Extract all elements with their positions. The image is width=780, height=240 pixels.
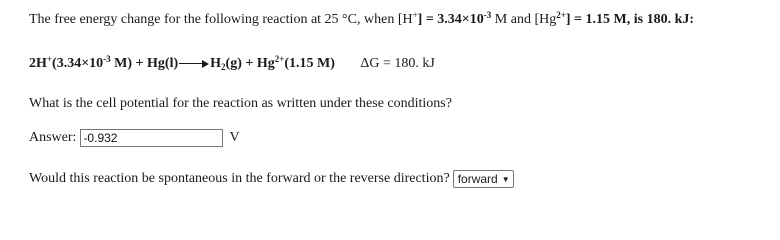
chevron-down-icon: ▼ [501, 174, 510, 184]
answer-unit: V [229, 130, 240, 145]
question-cell-potential: What is the cell potential for the reaction as written under these conditions? [29, 96, 452, 111]
direction-select-value: forward [457, 172, 498, 186]
question-direction: Would this reaction be spontaneous in the forward or the reverse direction? forward ▼ [29, 170, 514, 188]
answer-row [29, 128, 240, 148]
reaction-equation: $2H^+(3.34\times 10^{-3}$ M) + Hg(l) $H_2(g) + Hg^{2+}(1.15$ M) ΔG = 180. kJ [29, 54, 435, 72]
answer-label: Answer: [29, 130, 77, 145]
answer-input[interactable] [80, 129, 223, 147]
reaction-arrow-icon [179, 59, 209, 69]
delta-g: ΔG = 180. kJ [360, 56, 435, 71]
problem-intro: The free energy change for the following reaction at 25 °C, when $[H^+] = 3.34\times 10^{-3}$ M and $[Hg^{2+}] = 1.15$ M, is 180. kJ: [29, 10, 695, 27]
direction-select[interactable] [453, 170, 514, 188]
